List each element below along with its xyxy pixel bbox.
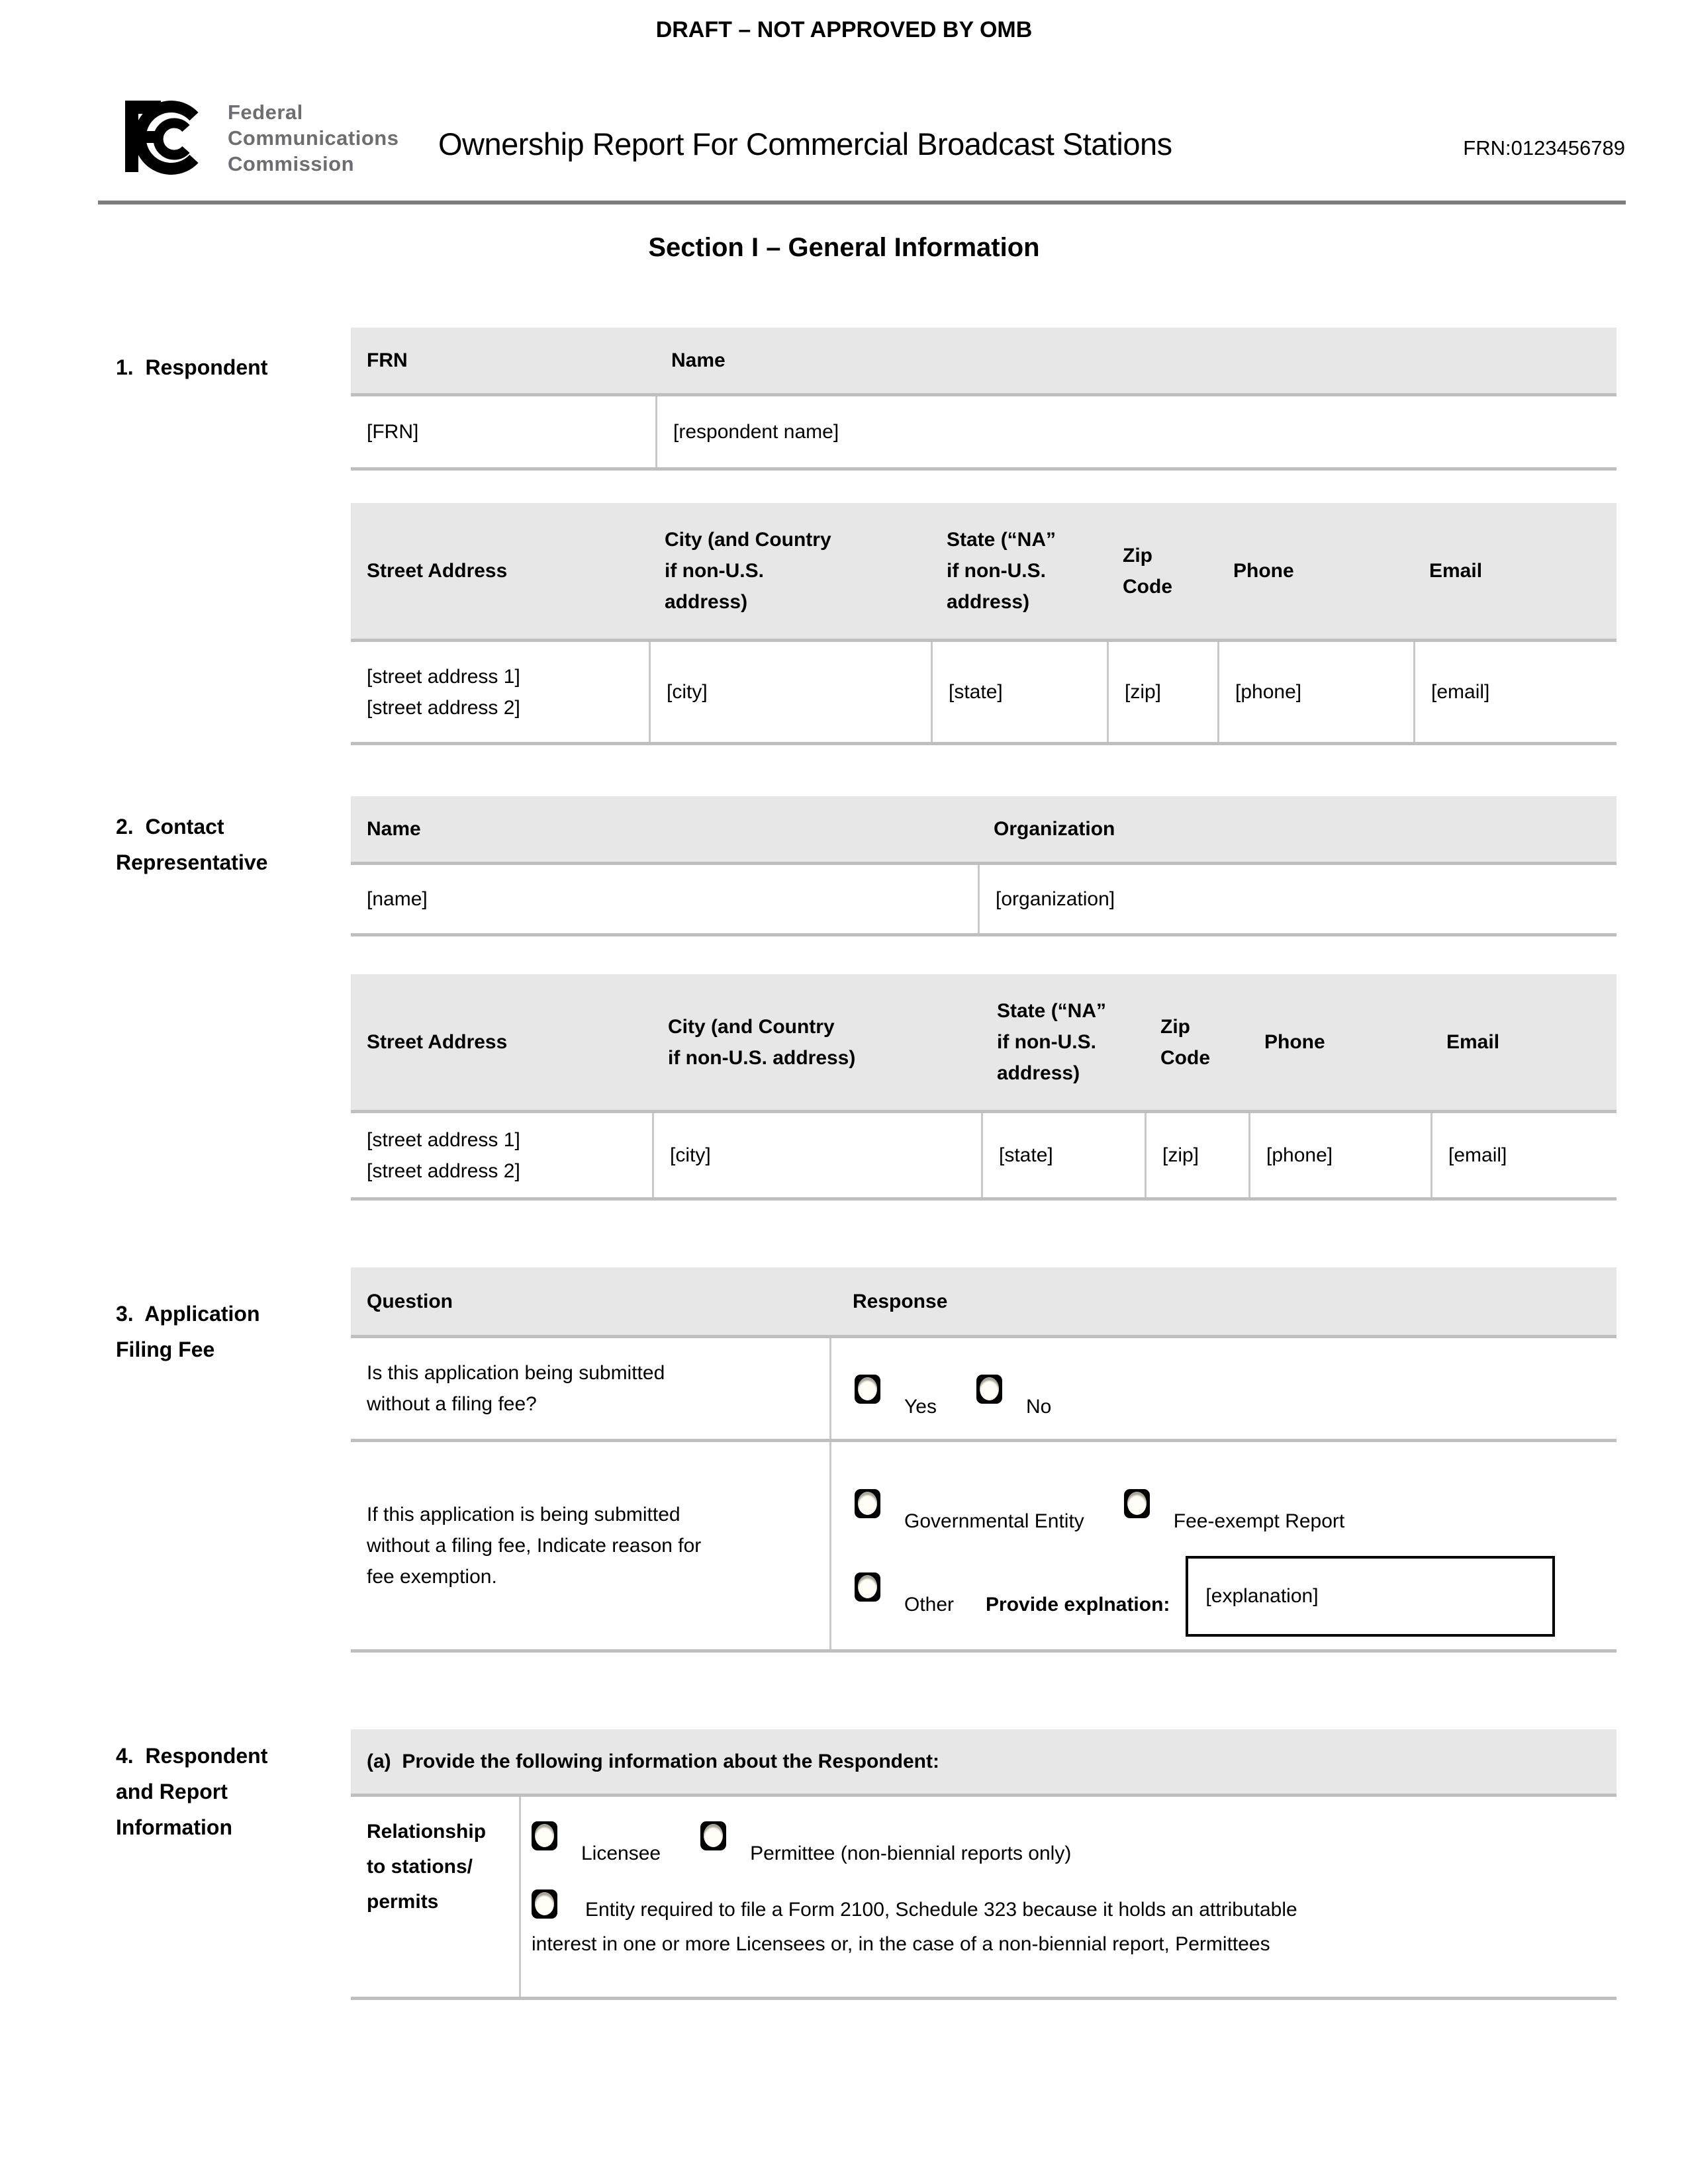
email-header: Email [1446, 1031, 1500, 1053]
state-field[interactable]: [state] [981, 1113, 1145, 1197]
response-fee-exemption [829, 1442, 1617, 1649]
zip-field[interactable]: [zip] [1145, 1113, 1248, 1197]
option-permittee[interactable] [700, 1824, 1072, 1864]
radio-fee-exempt-report[interactable] [1124, 1489, 1150, 1518]
option-no-label: No [1025, 1396, 1052, 1418]
street-address-field[interactable] [351, 1113, 652, 1197]
street-address-header: Street Address [367, 1031, 508, 1053]
response-filing-fee [829, 1338, 1617, 1439]
option-no[interactable] [976, 1377, 1052, 1418]
fcc-logo-text: Federal Communications Commission [228, 101, 399, 175]
street-address-1[interactable]: [street address 1] [367, 665, 520, 688]
respondent-address-table [351, 503, 1617, 745]
draft-notice: DRAFT – NOT APPROVED BY OMB [655, 17, 1033, 42]
state-header: State (“NA” if non-U.S. address) [947, 529, 1056, 613]
radio-no[interactable] [976, 1375, 1002, 1404]
option-yes-label: Yes [904, 1396, 937, 1418]
fcc-logo [116, 97, 399, 177]
filing-fee-table [351, 1267, 1617, 1653]
zip-header: Zip Code [1123, 544, 1172, 598]
email-header: Email [1429, 560, 1483, 582]
label-contact-representative: 2. Contact Representative [116, 815, 268, 874]
option-permittee-label: Permittee (non-biennial reports only) [750, 1843, 1072, 1864]
section-heading: Section I – General Information [648, 233, 1040, 262]
phone-header: Phone [1264, 1031, 1325, 1053]
frn-value-field[interactable]: [FRN] [367, 421, 419, 443]
street-address-header: Street Address [367, 560, 508, 582]
contact-name-header: Name [367, 818, 421, 840]
option-fee-exempt-report-label: Fee-exempt Report [1173, 1510, 1345, 1532]
option-governmental-entity[interactable] [855, 1492, 1084, 1532]
option-other[interactable] [855, 1575, 955, 1615]
street-address-2[interactable]: [street address 2] [367, 696, 520, 719]
contact-name-field[interactable]: [name] [367, 888, 428, 910]
radio-yes[interactable] [855, 1375, 880, 1404]
question-fee-exemption: If this application is being submitted without a filing fee, Indicate reason for fee exemption. [367, 1504, 702, 1588]
city-field[interactable]: [city] [652, 1113, 981, 1197]
organization-header: Organization [994, 818, 1115, 840]
respondent-id-table [351, 328, 1617, 471]
response-column-header: Response [853, 1290, 948, 1312]
option-licensee[interactable] [532, 1824, 661, 1864]
radio-other[interactable] [855, 1572, 880, 1602]
name-column-header: Name [671, 349, 726, 371]
question-column-header: Question [367, 1290, 453, 1312]
radio-entity-form-2100[interactable] [532, 1889, 557, 1919]
city-header: City (and Country if non-U.S. address) [668, 1015, 856, 1069]
frn-number: FRN:0123456789 [1463, 136, 1625, 159]
explanation-value: [explanation] [1205, 1585, 1319, 1607]
contact-name-table [351, 796, 1617, 936]
header-divider [98, 201, 1626, 205]
option-other-label: Other [904, 1593, 955, 1615]
label-application-filing-fee: 3. Application Filing Fee [116, 1302, 260, 1361]
question-filing-fee: Is this application being submitted without a filing fee? [367, 1362, 665, 1415]
radio-permittee[interactable] [700, 1821, 726, 1850]
option-yes[interactable] [855, 1377, 937, 1418]
option-entity-form-2100[interactable] [532, 1889, 1604, 1962]
street-address-1[interactable]: [street address 1] [367, 1128, 520, 1151]
phone-field[interactable]: [phone] [1248, 1113, 1430, 1197]
provide-explanation-label: Provide explnation: [986, 1593, 1170, 1615]
contact-address-table [351, 974, 1617, 1201]
email-field[interactable]: [email] [1430, 1113, 1617, 1197]
label-respondent-report-information: 4. Respondent and Report Information [116, 1744, 268, 1839]
state-header: State (“NA” if non-U.S. address) [997, 1000, 1107, 1084]
city-field[interactable]: [city] [649, 642, 931, 742]
city-header: City (and Country if non-U.S. address) [665, 529, 831, 613]
option-entity-form-2100-label: Entity required to file a Form 2100, Schedule 323 because it holds an attributable interest in one or more Licensees or, in the case of a non-biennial report, Permittees [532, 1899, 1297, 1955]
radio-licensee[interactable] [532, 1821, 557, 1850]
email-field[interactable]: [email] [1413, 642, 1617, 742]
option-licensee-label: Licensee [581, 1843, 661, 1864]
label-respondent: 1. Respondent [116, 355, 268, 379]
frn-column-header: FRN [367, 349, 408, 371]
street-address-field[interactable] [351, 642, 649, 742]
option-governmental-entity-label: Governmental Entity [904, 1510, 1084, 1532]
radio-governmental-entity[interactable] [855, 1489, 880, 1518]
relationship-label: Relationship to stations/ permits [367, 1821, 487, 1913]
respondent-info-table [351, 1729, 1617, 2000]
phone-header: Phone [1233, 560, 1294, 582]
organization-field[interactable]: [organization] [978, 865, 1617, 933]
option-fee-exempt-report[interactable] [1124, 1492, 1345, 1532]
relationship-options [519, 1797, 1617, 1997]
state-field[interactable]: [state] [931, 642, 1107, 742]
page-title: Ownership Report For Commercial Broadcast Stations [438, 126, 1172, 161]
zip-header: Zip Code [1160, 1015, 1210, 1069]
respondent-info-header: (a) Provide the following information about the Respondent: [367, 1751, 939, 1772]
fcc-logo-mark [116, 97, 205, 176]
explanation-input[interactable] [1186, 1556, 1555, 1637]
zip-field[interactable]: [zip] [1107, 642, 1217, 742]
street-address-2[interactable]: [street address 2] [367, 1160, 520, 1182]
respondent-name-field[interactable]: [respondent name] [655, 396, 1617, 467]
phone-field[interactable]: [phone] [1217, 642, 1413, 742]
